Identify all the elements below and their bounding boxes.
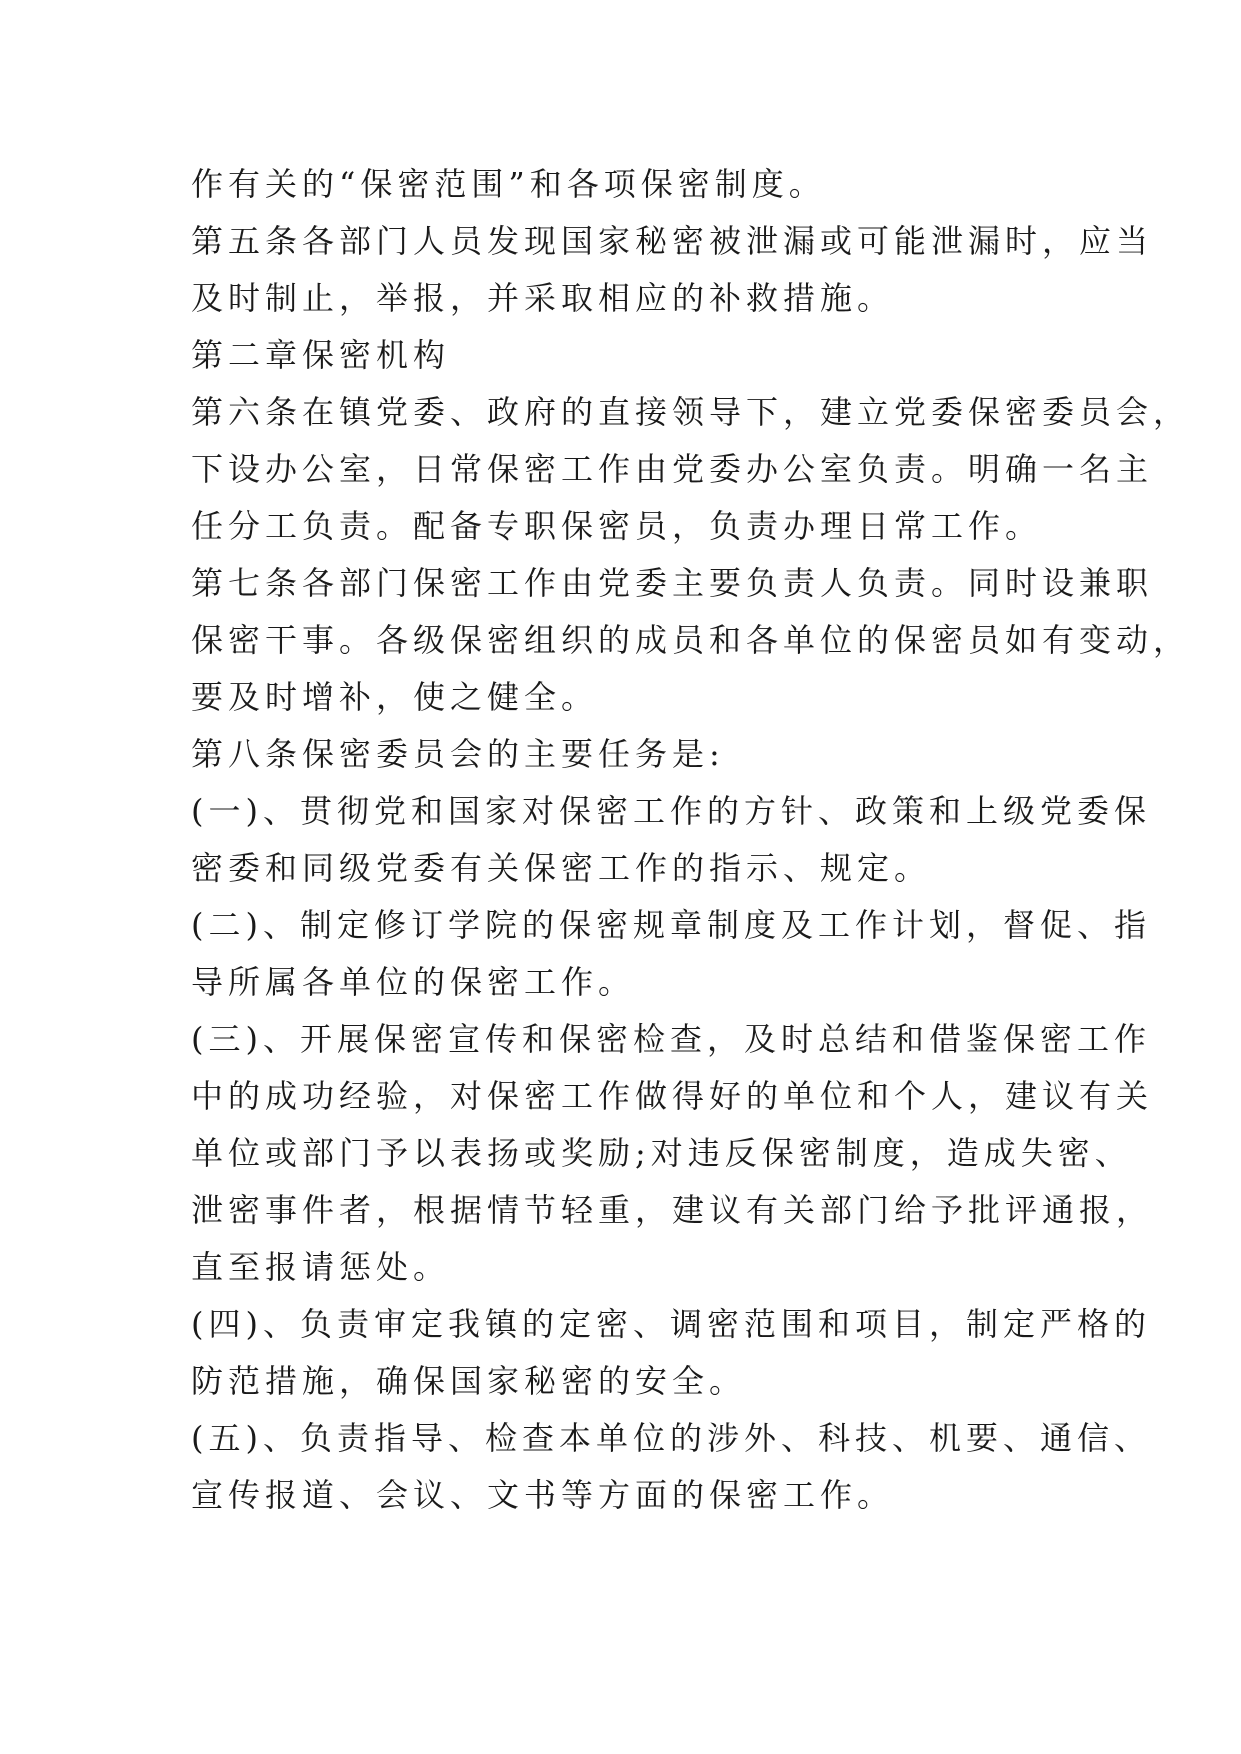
text-line: 防范措施，确保国家秘密的安全。 (191, 1362, 747, 1400)
text-line: 下设办公室，日常保密工作由党委办公室负责。明确一名主 (191, 450, 1154, 488)
text-line: 密委和同级党委有关保密工作的指示、规定。 (191, 849, 932, 887)
text-line: 作有关的“保密范围”和各项保密制度。 (191, 165, 826, 203)
text-line: 第八条保密委员会的主要任务是: (191, 735, 725, 773)
section-heading: 第二章保密机构 (191, 336, 451, 374)
text-line: 中的成功经验，对保密工作做得好的单位和个人，建议有关 (191, 1077, 1154, 1115)
text-line: 宣传报道、会议、文书等方面的保密工作。 (191, 1476, 895, 1514)
text-line: 单位或部门予以表扬或奖励;对违反保密制度，造成失密、 (191, 1134, 1132, 1172)
text-line: (三)、开展保密宣传和保密检查，及时总结和借鉴保密工作 (191, 1020, 1151, 1058)
text-line: 直至报请惩处。 (191, 1248, 451, 1286)
text-line: 要及时增补，使之健全。 (191, 678, 599, 716)
text-line: 第七条各部门保密工作由党委主要负责人负责。同时设兼职 (191, 564, 1154, 602)
text-line: 泄密事件者，根据情节轻重，建议有关部门给予批评通报， (191, 1191, 1154, 1229)
text-line: 第六条在镇党委、政府的直接领导下，建立党委保密委员会， (191, 393, 1191, 431)
text-line: (二)、制定修订学院的保密规章制度及工作计划，督促、指 (191, 906, 1151, 944)
document-body (191, 156, 1191, 1524)
text-line: 第五条各部门人员发现国家秘密被泄漏或可能泄漏时，应当 (191, 222, 1154, 260)
text-line: 及时制止，举报，并采取相应的补救措施。 (191, 279, 895, 317)
text-line: 导所属各单位的保密工作。 (191, 963, 636, 1001)
text-line: (一)、贯彻党和国家对保密工作的方针、政策和上级党委保 (191, 792, 1151, 830)
text-line: 保密干事。各级保密组织的成员和各单位的保密员如有变动， (191, 621, 1191, 659)
text-line: (五)、负责指导、检查本单位的涉外、科技、机要、通信、 (191, 1419, 1151, 1457)
text-line: 任分工负责。配备专职保密员，负责办理日常工作。 (191, 507, 1043, 545)
text-line: (四)、负责审定我镇的定密、调密范围和项目，制定严格的 (191, 1305, 1151, 1343)
